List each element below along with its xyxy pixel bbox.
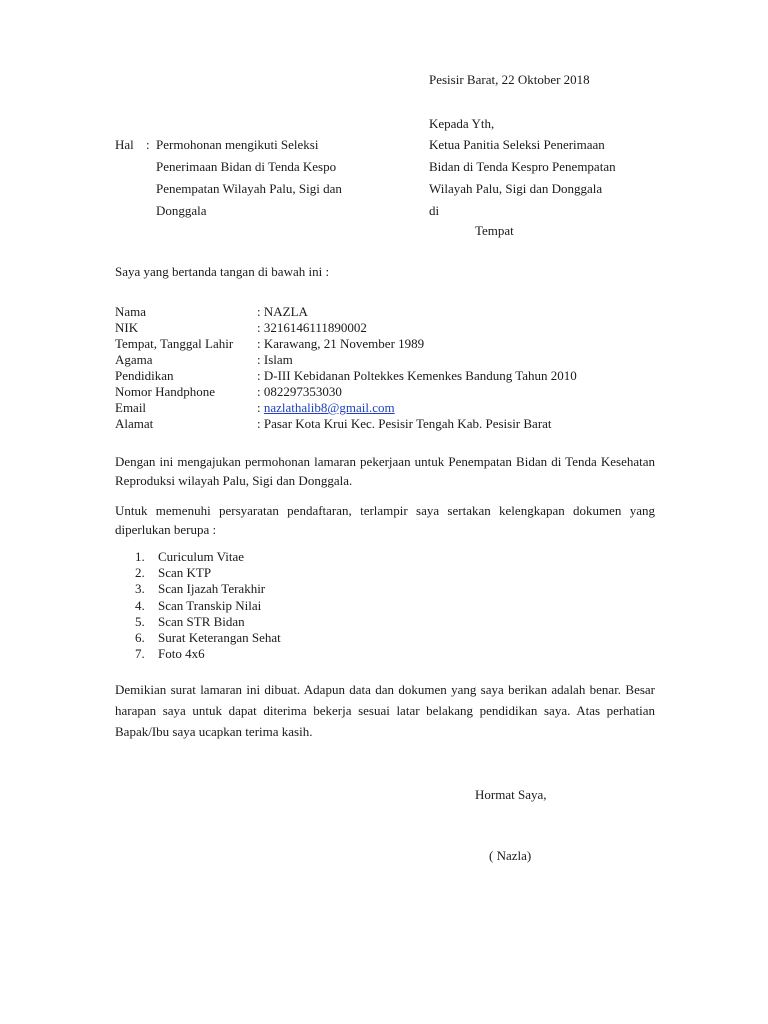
list-number: 4. (135, 597, 145, 613)
identity-value: : Pasar Kota Krui Kec. Pesisir Tengah Kab. Pesisir Barat (257, 416, 552, 431)
identity-label: Email (115, 400, 147, 415)
document-list (115, 549, 281, 662)
list-number: 7. (135, 646, 145, 662)
identity-label: Nama (115, 304, 147, 319)
subject-line: Donggala (156, 203, 207, 218)
identity-value: : Islam (257, 352, 293, 367)
identity-row (115, 384, 577, 400)
paragraph-application: Dengan ini mengajukan permohonan lamaran pekerjaan untuk Penempatan Bidan di Tenda Kesehatan Reproduksi wilayah Palu, Sigi dan Donggala. (115, 454, 655, 488)
place-date: Pesisir Barat, 22 Oktober 2018 (429, 72, 590, 87)
list-item (115, 549, 281, 565)
recipient-line: di (429, 203, 440, 218)
identity-row (115, 320, 577, 336)
recipient-line: Wilayah Palu, Sigi dan Donggala (429, 181, 603, 196)
list-text: Foto 4x6 (158, 646, 205, 662)
list-text: Curiculum Vitae (158, 549, 244, 564)
identity-row (115, 352, 577, 368)
list-text: Scan KTP (158, 565, 212, 581)
list-number: 2. (135, 565, 145, 581)
subject-label: Hal (115, 137, 134, 152)
recipient-line: Bidan di Tenda Kespro Penempatan (429, 159, 616, 174)
identity-table (115, 304, 577, 432)
list-item (115, 598, 281, 614)
intro-text: Saya yang bertanda tangan di bawah ini : (115, 264, 330, 279)
list-item (115, 646, 281, 662)
list-text: Scan Ijazah Terakhir (158, 581, 266, 597)
subject-line: Permohonan mengikuti Seleksi (156, 137, 319, 152)
list-item (115, 630, 281, 646)
identity-value: : D-III Kebidanan Poltekkes Kemenkes Bandung Tahun 2010 (257, 368, 577, 383)
paragraph-requirements: Untuk memenuhi persyaratan pendaftaran, terlampir saya sertakan kelengkapan dokumen yang diperlukan berupa : (115, 503, 655, 537)
identity-label: Pendidikan (115, 368, 174, 383)
list-number: 1. (135, 549, 145, 564)
identity-value: : Karawang, 21 November 1989 (257, 336, 425, 351)
email-link[interactable]: nazlathalib8@gmail.com (263, 400, 395, 415)
identity-row (115, 304, 577, 320)
list-item (115, 565, 281, 581)
recipient-place: Tempat (475, 223, 514, 238)
list-number: 6. (135, 630, 145, 646)
recipient-greeting: Kepada Yth, (429, 116, 495, 131)
subject-line: Penempatan Wilayah Palu, Sigi dan (156, 181, 342, 196)
identity-value: : NAZLA (257, 304, 308, 319)
list-number: 5. (135, 613, 145, 629)
paragraph-closing: Demikian surat lamaran ini dibuat. Adapun data dan dokumen yang saya berikan adalah benar. Besar harapan saya untuk dapat diterima bekerja sesuai latar belakang pendidikan saya. Atas perhatian Bapak/Ibu saya ucapkan terima kasih. (115, 682, 655, 739)
identity-row (115, 400, 577, 416)
signature-name: ( Nazla) (489, 848, 532, 863)
list-item (115, 614, 281, 630)
list-text: Surat Keterangan Sehat (158, 630, 281, 646)
list-text: Scan STR Bidan (158, 613, 245, 629)
identity-label: Tempat, Tanggal Lahir (115, 336, 234, 351)
recipient-line: Ketua Panitia Seleksi Penerimaan (429, 137, 605, 152)
list-text: Scan Transkip Nilai (158, 597, 262, 613)
list-item (115, 581, 281, 597)
identity-label: Nomor Handphone (115, 384, 216, 399)
identity-value: : 3216146111890002 (257, 320, 367, 335)
subject-separator: : (146, 137, 150, 152)
identity-row (115, 336, 577, 352)
identity-value: : 082297353030 (257, 384, 342, 399)
identity-row (115, 368, 577, 384)
identity-row (115, 416, 577, 432)
signoff: Hormat Saya, (475, 787, 547, 802)
subject-line: Penerimaan Bidan di Tenda Kespo (156, 159, 337, 174)
identity-label: NIK (115, 320, 139, 335)
identity-label: Agama (115, 352, 153, 367)
identity-label: Alamat (115, 416, 154, 431)
list-number: 3. (135, 581, 145, 597)
email-prefix: : (257, 400, 264, 415)
